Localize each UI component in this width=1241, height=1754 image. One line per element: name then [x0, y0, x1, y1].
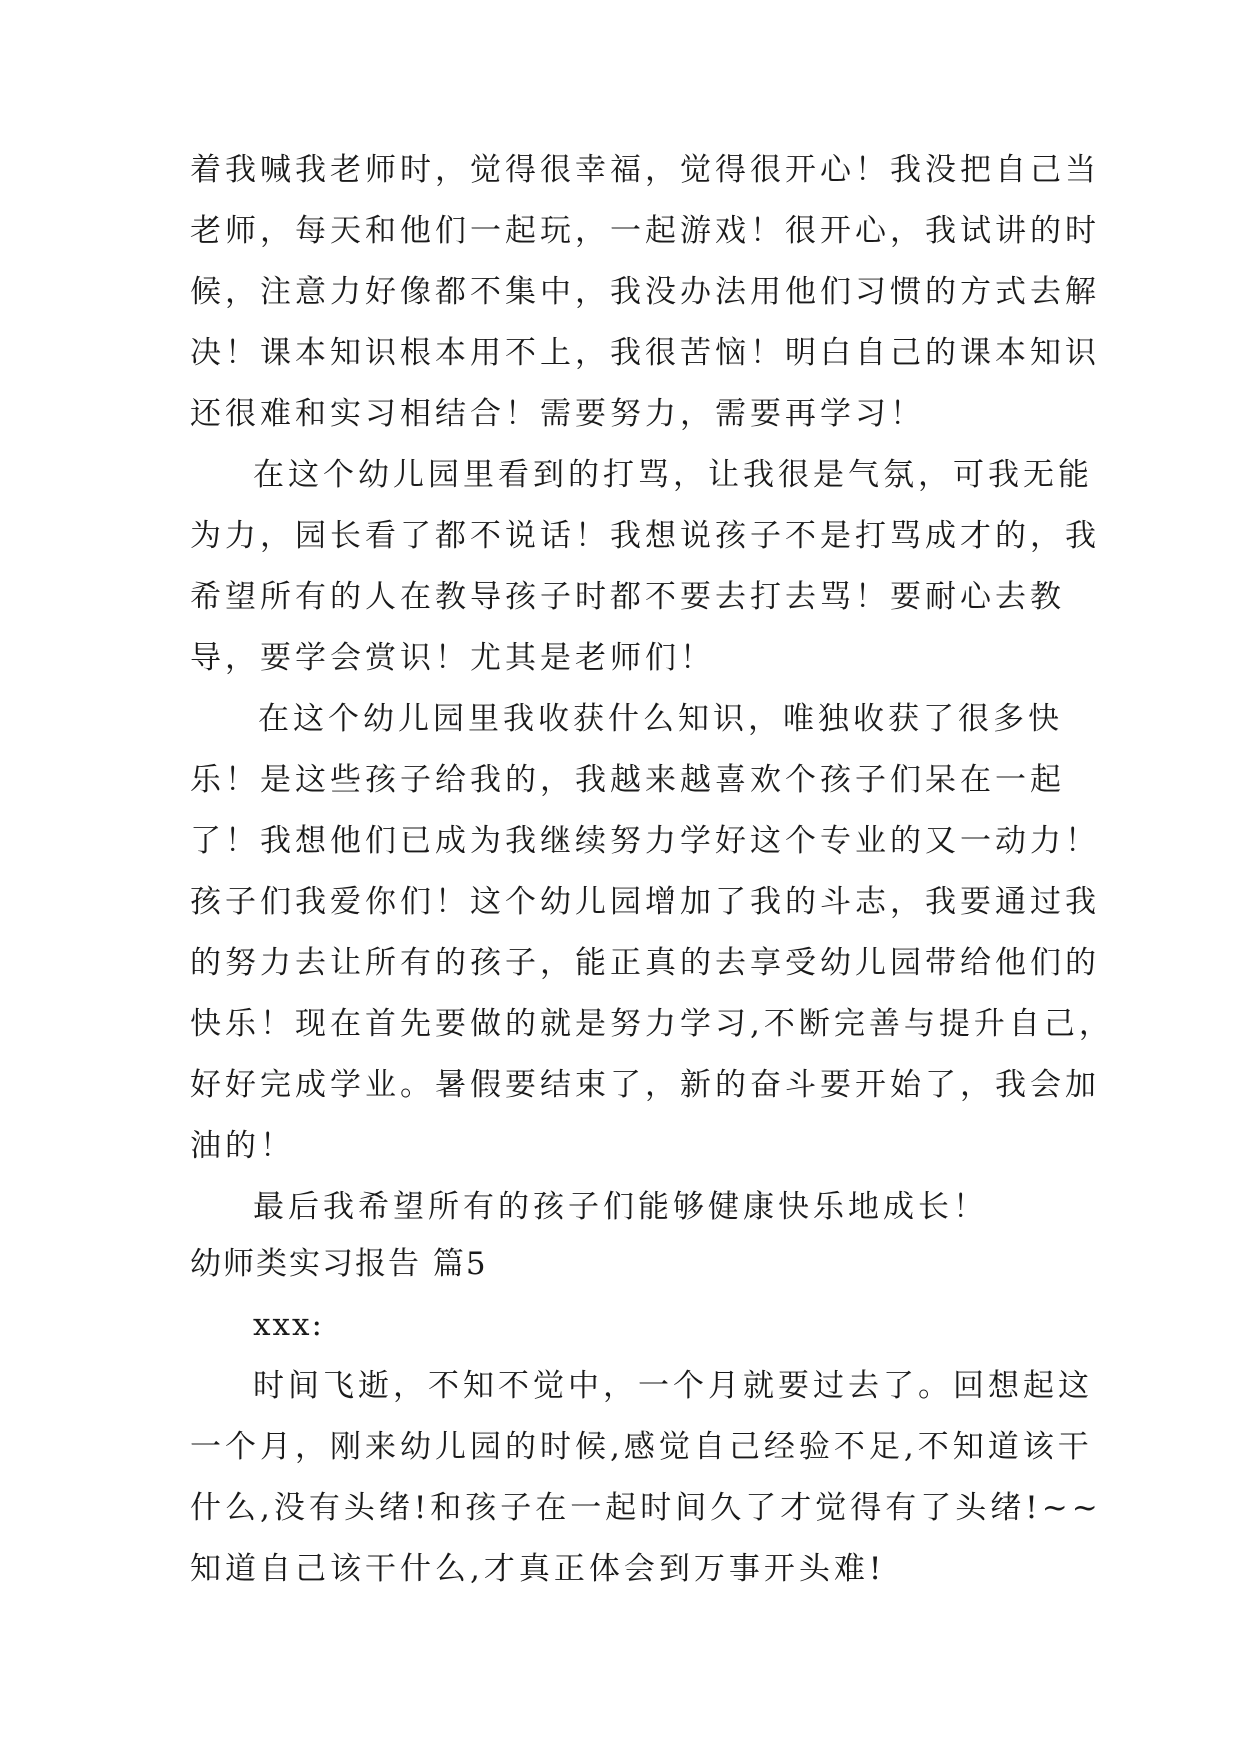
paragraph-3-line-6: 快乐！现在首先要做的就是努力学习,不断完善与提升自己，: [190, 1006, 1114, 1042]
paragraph-3-line-4: 孩子们我爱你们！这个幼儿园增加了我的斗志，我要通过我: [190, 884, 1100, 920]
paragraph-3-line-2: 乐！是这些孩子给我的，我越来越喜欢个孩子们呆在一起: [190, 762, 1065, 798]
paragraph-2-line-1: 在这个幼儿园里看到的打骂，让我很是气氛，可我无能: [253, 457, 1093, 493]
paragraph-3-line-7: 好好完成学业。暑假要结束了，新的奋斗要开始了，我会加: [190, 1067, 1100, 1103]
paragraph-3-line-8: 油的！: [190, 1128, 295, 1164]
section-heading: 幼师类实习报告 篇5: [190, 1246, 488, 1282]
paragraph-2-line-4: 导，要学会赏识！尤其是老师们！: [190, 640, 715, 676]
paragraph-3-line-5: 的努力去让所有的孩子，能正真的去享受幼儿园带给他们的: [190, 945, 1100, 981]
paragraph-1-line-4: 决！课本知识根本用不上，我很苦恼！明白自己的课本知识: [190, 335, 1100, 371]
paragraph-2-line-3: 希望所有的人在教导孩子时都不要去打去骂！要耐心去教: [190, 579, 1065, 615]
paragraph-5-line-4: 知道自己该干什么,才真正体会到万事开头难!: [190, 1551, 886, 1587]
paragraph-1-line-1: 着我喊我老师时，觉得很幸福，觉得很开心！我没把自己当: [190, 152, 1100, 188]
paragraph-3-line-1: 在这个幼儿园里我收获什么知识，唯独收获了很多快: [258, 701, 1063, 737]
paragraph-4-line-1: 最后我希望所有的孩子们能够健康快乐地成长！: [253, 1189, 988, 1225]
paragraph-5-line-3: 什么,没有头绪!和孩子在一起时间久了才觉得有了头绪!~~: [190, 1490, 1102, 1526]
paragraph-3-line-3: 了！我想他们已成为我继续努力学好这个专业的又一动力！: [190, 823, 1100, 859]
paragraph-1-line-3: 候，注意力好像都不集中，我没办法用他们习惯的方式去解: [190, 274, 1100, 310]
paragraph-5-line-2: 一个月，刚来幼儿园的时候,感觉自己经验不足,不知道该干: [190, 1429, 1093, 1465]
paragraph-1-line-2: 老师，每天和他们一起玩，一起游戏！很开心，我试讲的时: [190, 213, 1100, 249]
paragraph-5-line-1: 时间飞逝，不知不觉中，一个月就要过去了。回想起这: [253, 1368, 1093, 1404]
salutation: xxx:: [253, 1307, 324, 1343]
paragraph-1-line-5: 还很难和实习相结合！需要努力，需要再学习！: [190, 396, 925, 432]
paragraph-2-line-2: 为力，园长看了都不说话！我想说孩子不是打骂成才的，我: [190, 518, 1100, 554]
